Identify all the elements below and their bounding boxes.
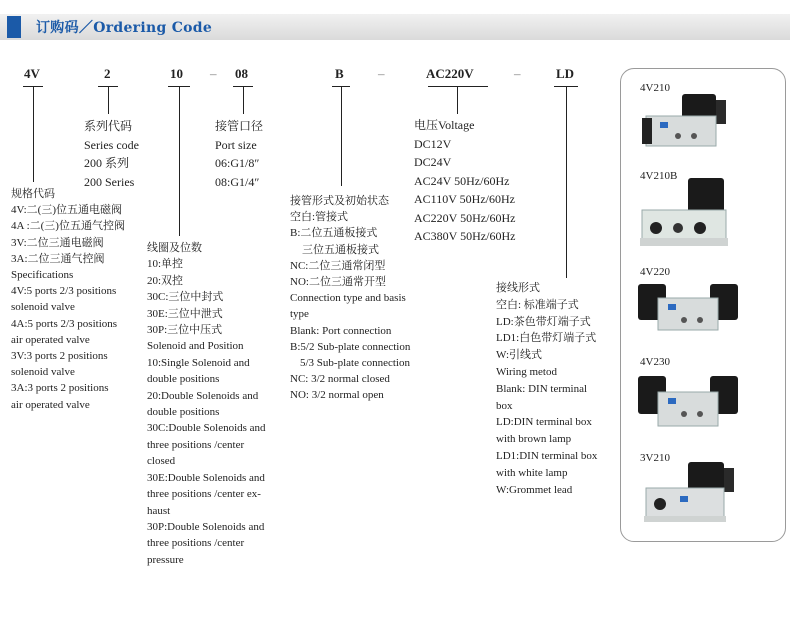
text-line: LD:茶色带灯端子式 — [496, 315, 591, 328]
text-line: 200 Series — [84, 174, 135, 189]
section-header — [0, 14, 790, 40]
valve-4v220-image — [634, 278, 742, 344]
text-line: 30C:Double Solenoids and — [147, 422, 266, 435]
valve-4v230-image — [634, 370, 742, 440]
text-line: air operated valve — [11, 333, 90, 346]
product-label: 3V210 — [640, 452, 670, 464]
leader-line — [566, 86, 567, 278]
text-line: 空白:管接式 — [290, 211, 349, 224]
text-line: 线圈及位数 — [147, 242, 202, 254]
code-part-port: 08 — [235, 66, 248, 81]
text-line: three positions /center — [147, 438, 245, 451]
text-line: LD:DIN terminal box — [496, 416, 592, 429]
text-line: NO: 3/2 normal open — [290, 389, 384, 402]
text-line: Specifications — [11, 269, 74, 282]
valve-4v210-image — [638, 88, 738, 158]
text-line: NC: 3/2 normal closed — [290, 373, 390, 386]
text-line: Solenoid and Position — [147, 340, 244, 353]
series-code-block — [84, 117, 139, 191]
text-line: 5/3 Sub-plate connection — [300, 357, 410, 370]
text-line: B:二位五通板接式 — [290, 227, 378, 240]
product-label: 4V210B — [640, 170, 678, 182]
text-line: 06:G1/8″ — [215, 156, 260, 170]
code-part-type: 4V — [24, 66, 40, 81]
leader-line — [341, 86, 342, 186]
text-line: Wiring metod — [496, 365, 557, 378]
text-line: NO:二位三通常开型 — [290, 276, 386, 289]
text-line: 30P:Double Solenoids and — [147, 520, 265, 533]
text-line: 4A:5 ports 2/3 positions — [11, 317, 118, 330]
text-line: 系列代码 — [84, 119, 133, 133]
text-line: DC24V — [414, 155, 452, 169]
text-line: 3V:3 ports 2 positions — [11, 350, 108, 363]
text-line: AC110V 50Hz/60Hz — [414, 192, 515, 206]
text-line: 4V:二(三)位五通电磁阀 — [11, 204, 123, 217]
code-part-wiring: LD — [556, 66, 575, 81]
text-line: 规格代码 — [11, 188, 55, 200]
product-label: 4V220 — [640, 266, 670, 278]
text-line: Blank: Port connection — [290, 324, 392, 337]
text-line: 10:Single Solenoid and — [147, 356, 250, 369]
header-accent-block — [7, 16, 21, 38]
text-line: 20:Double Solenoids and — [147, 389, 259, 402]
text-line: 30E:三位中泄式 — [147, 307, 223, 320]
text-line: 3A:3 ports 2 positions — [11, 382, 109, 395]
text-line: with white lamp — [496, 466, 568, 479]
text-line: 30E:Double Solenoids and — [147, 471, 265, 484]
text-line: 接线形式 — [496, 282, 540, 294]
text-line: solenoid valve — [11, 301, 75, 314]
leader-line — [33, 86, 34, 182]
text-line: three positions /center — [147, 537, 245, 550]
text-line: type — [290, 308, 309, 321]
text-line: 电压Voltage — [414, 118, 475, 132]
text-line: Series code — [84, 137, 139, 152]
text-line: 30P:三位中压式 — [147, 324, 223, 337]
text-line: haust — [147, 504, 171, 517]
text-line: W:引线式 — [496, 349, 543, 362]
text-line: W:Grommet lead — [496, 483, 573, 496]
text-line: Port size — [215, 137, 257, 152]
text-line: box — [496, 399, 513, 412]
text-line: solenoid valve — [11, 366, 75, 379]
text-line: Blank: DIN terminal — [496, 382, 588, 395]
text-line: 20:双控 — [147, 274, 184, 287]
text-line: 空白: 标准端子式 — [496, 298, 579, 311]
leader-line — [243, 86, 244, 114]
text-line: B:5/2 Sub-plate connection — [290, 340, 411, 353]
text-line: closed — [147, 455, 176, 468]
code-dash: – — [210, 66, 217, 81]
text-line: NC:二位三通常闭型 — [290, 259, 386, 272]
product-label: 4V210 — [640, 82, 670, 94]
text-line: 08:G1/4″ — [215, 174, 260, 189]
text-line: three positions /center ex- — [147, 488, 261, 501]
text-line: LD1:DIN terminal box — [496, 449, 598, 462]
valve-3v210-image — [640, 458, 740, 532]
text-line: with brown lamp — [496, 433, 572, 446]
specifications-block — [11, 186, 125, 413]
text-line: 200 系列 — [84, 156, 130, 170]
text-line: AC380V 50Hz/60Hz — [414, 229, 516, 243]
underline — [428, 86, 488, 87]
text-line: 4A :二(三)位五通气控阀 — [11, 220, 125, 233]
text-line: 4V:5 ports 2/3 positions — [11, 285, 117, 298]
leader-line — [457, 86, 458, 114]
text-line: 10:单控 — [147, 258, 184, 271]
text-line: 30C:三位中封式 — [147, 291, 224, 304]
text-line: 3V:二位三通电磁阀 — [11, 236, 104, 249]
voltage-block — [414, 116, 515, 246]
text-line: 接管形式及初始状态 — [290, 195, 389, 207]
connection-type-block — [290, 193, 410, 404]
text-line: double positions — [147, 373, 220, 386]
code-dash: – — [378, 66, 385, 81]
text-line: air operated valve — [11, 398, 90, 411]
solenoid-position-block — [147, 240, 266, 568]
leader-line — [179, 86, 180, 236]
section-title: 订购码／Ordering Code — [36, 20, 213, 36]
port-size-block — [215, 117, 263, 191]
text-line: 三位五通板接式 — [302, 243, 379, 256]
wiring-type-block — [496, 280, 597, 498]
text-line: AC24V 50Hz/60Hz — [414, 173, 510, 188]
leader-line — [108, 86, 109, 114]
code-part-series: 2 — [104, 66, 111, 81]
code-part-coil: 10 — [170, 66, 183, 81]
valve-4v210b-image — [636, 176, 740, 256]
code-dash: – — [514, 66, 521, 81]
text-line: double positions — [147, 406, 220, 419]
text-line: LD1:白色带灯端子式 — [496, 332, 597, 345]
text-line: DC12V — [414, 136, 452, 151]
code-part-connection: B — [335, 66, 344, 81]
text-line: 3A:二位三通气控阀 — [11, 252, 105, 265]
product-label: 4V230 — [640, 356, 670, 368]
text-line: 接管口径 — [215, 119, 264, 133]
text-line: pressure — [147, 553, 184, 566]
code-part-voltage: AC220V — [426, 66, 474, 81]
text-line: AC220V 50Hz/60Hz — [414, 210, 516, 225]
text-line: Connection type and basis — [290, 292, 406, 305]
